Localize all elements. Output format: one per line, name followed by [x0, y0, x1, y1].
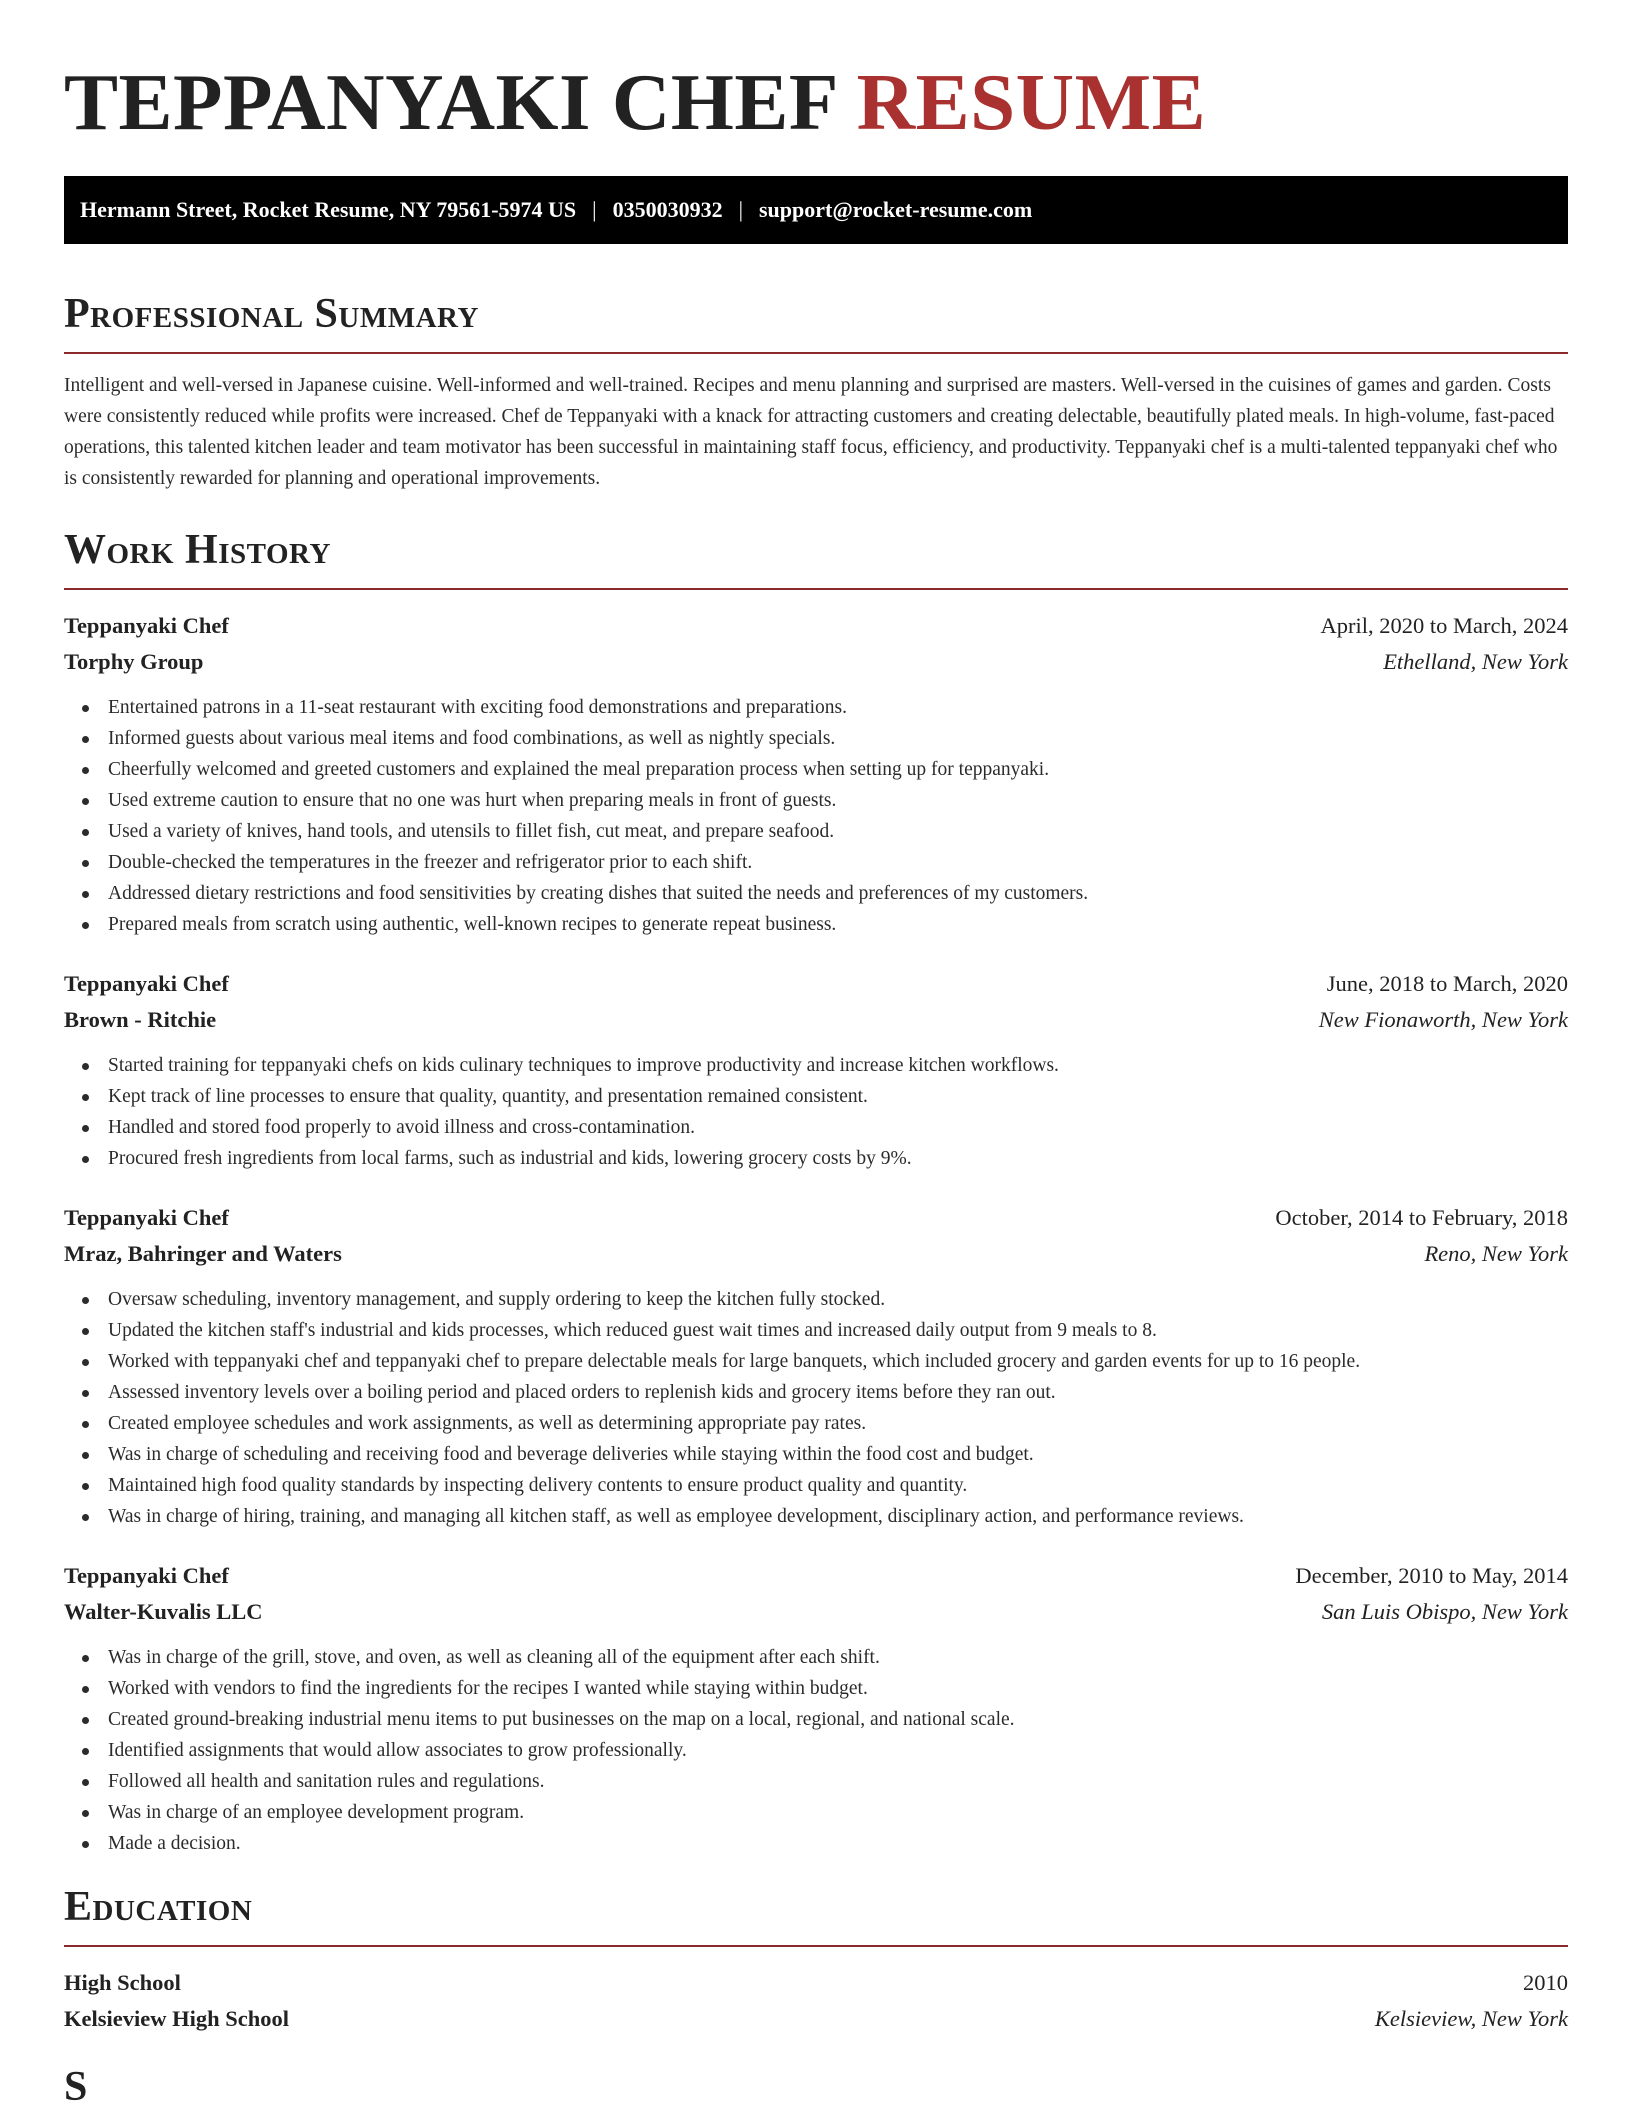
job-bullet-list [64, 692, 1568, 940]
job-row-title [64, 1558, 1568, 1594]
job-bullet: Procured fresh ingredients from local farms, such as industrial and kids, lowering grocery costs by 9%. [82, 1143, 1568, 1174]
education-row-school [64, 2001, 1568, 2037]
job-row-company [64, 1236, 1568, 1272]
job-location: New Fionaworth, New York [1318, 1007, 1568, 1032]
job-title: Teppanyaki Chef [64, 613, 229, 638]
next-section [64, 2063, 1568, 2111]
job-bullet-list [64, 1642, 1568, 1859]
job-bullet-list [64, 1284, 1568, 1532]
contact-separator: | [592, 197, 597, 222]
job-bullet: Kept track of line processes to ensure that quality, quantity, and presentation remained consistent. [82, 1081, 1568, 1112]
job-bullet: Worked with vendors to find the ingredients for the recipes I wanted while staying within budget. [82, 1673, 1568, 1704]
job-entry [64, 608, 1568, 940]
job-bullet: Made a decision. [82, 1828, 1568, 1859]
job-bullet: Oversaw scheduling, inventory management, and supply ordering to keep the kitchen fully stocked. [82, 1284, 1568, 1315]
job-bullet: Updated the kitchen staff's industrial and kids processes, which reduced guest wait times and increased daily output from 9 meals to 8. [82, 1315, 1568, 1346]
job-dates: December, 2010 to May, 2014 [1295, 1563, 1568, 1588]
job-bullet: Created employee schedules and work assignments, as well as determining appropriate pay rates. [82, 1408, 1568, 1439]
education-school: Kelsieview High School [64, 2006, 289, 2031]
job-bullet: Assessed inventory levels over a boiling period and placed orders to replenish kids and grocery items before they ran out. [82, 1377, 1568, 1408]
job-company: Torphy Group [64, 649, 204, 674]
education-year: 2010 [1523, 1970, 1568, 1995]
job-location: Reno, New York [1424, 1241, 1568, 1266]
job-entry [64, 966, 1568, 1174]
job-row-company [64, 1594, 1568, 1630]
job-bullet-list [64, 1050, 1568, 1174]
work-history-section [64, 526, 1568, 1859]
job-row-company [64, 1002, 1568, 1038]
title-accent: RESUME [856, 57, 1207, 147]
section-heading-education: Education [64, 1884, 253, 1930]
job-row-title [64, 1200, 1568, 1236]
job-entry [64, 1200, 1568, 1532]
contact-separator: | [738, 197, 743, 222]
contact-address: Hermann Street, Rocket Resume, NY 79561-5974 US [80, 197, 577, 222]
job-bullet: Prepared meals from scratch using authentic, well-known recipes to generate repeat business. [82, 909, 1568, 940]
job-title: Teppanyaki Chef [64, 1205, 229, 1230]
job-bullet: Started training for teppanyaki chefs on kids culinary techniques to improve productivity and increase kitchen workflows. [82, 1050, 1568, 1081]
job-company: Mraz, Bahringer and Waters [64, 1241, 342, 1266]
job-bullet: Created ground-breaking industrial menu items to put businesses on the map on a local, regional, and national scale. [82, 1704, 1568, 1735]
job-bullet: Was in charge of scheduling and receiving food and beverage deliveries while staying within the food cost and budget. [82, 1439, 1568, 1470]
section-heading-summary: Professional Summary [64, 291, 479, 337]
job-bullet: Entertained patrons in a 11-seat restaurant with exciting food demonstrations and preparations. [82, 692, 1568, 723]
job-company: Walter-Kuvalis LLC [64, 1599, 263, 1624]
title-main: TEPPANYAKI CHEF [64, 57, 857, 147]
section-divider [64, 1945, 1568, 1947]
job-location: San Luis Obispo, New York [1321, 1599, 1568, 1624]
job-bullet: Used extreme caution to ensure that no one was hurt when preparing meals in front of guests. [82, 785, 1568, 816]
section-divider [64, 588, 1568, 590]
job-bullet: Identified assignments that would allow associates to grow professionally. [82, 1735, 1568, 1766]
job-bullet: Was in charge of the grill, stove, and oven, as well as cleaning all of the equipment after each shift. [82, 1642, 1568, 1673]
education-row-degree [64, 1965, 1568, 2001]
job-bullet: Used a variety of knives, hand tools, and utensils to fillet fish, cut meat, and prepare seafood. [82, 816, 1568, 847]
job-bullet: Was in charge of hiring, training, and managing all kitchen staff, as well as employee development, disciplinary action, and performance reviews. [82, 1501, 1568, 1532]
job-row-title [64, 966, 1568, 1002]
job-entry [64, 1558, 1568, 1859]
summary-section [64, 290, 1568, 494]
job-bullet: Informed guests about various meal items and food combinations, as well as nightly specials. [82, 723, 1568, 754]
job-bullet: Addressed dietary restrictions and food sensitivities by creating dishes that suited the needs and preferences of my customers. [82, 878, 1568, 909]
job-bullet: Followed all health and sanitation rules and regulations. [82, 1766, 1568, 1797]
education-degree: High School [64, 1970, 181, 1995]
job-bullet: Double-checked the temperatures in the freezer and refrigerator prior to each shift. [82, 847, 1568, 878]
contact-phone: 0350030932 [612, 197, 723, 222]
job-bullet: Worked with teppanyaki chef and teppanyaki chef to prepare delectable meals for large banquets, which included grocery and garden events for up to 16 people. [82, 1346, 1568, 1377]
job-location: Ethelland, New York [1383, 649, 1568, 674]
job-list [64, 608, 1568, 1859]
job-dates: April, 2020 to March, 2024 [1320, 613, 1568, 638]
summary-text: Intelligent and well-versed in Japanese cuisine. Well-informed and well-trained. Recipes and menu planning and surprised are masters. Well-versed in the cuisines of games and garden. Costs were consistently reduced while profits were increased. Chef de Teppanyaki with a knack for attracting customers and creating delectable, beautifully plated meals. In high-volume, fast-paced operations, this talented kitchen leader and team motivator has been successful in maintaining staff focus, efficiency, and productivity. Teppanyaki chef is a multi-talented teppanyaki chef who is consistently rewarded for planning and operational improvements. [64, 375, 1558, 489]
job-bullet: Handled and stored food properly to avoid illness and cross-contamination. [82, 1112, 1568, 1143]
job-title: Teppanyaki Chef [64, 1563, 229, 1588]
job-title: Teppanyaki Chef [64, 971, 229, 996]
education-location: Kelsieview, New York [1374, 2006, 1568, 2031]
job-dates: October, 2014 to February, 2018 [1275, 1205, 1568, 1230]
job-dates: June, 2018 to March, 2020 [1326, 971, 1568, 996]
job-company: Brown - Ritchie [64, 1007, 217, 1032]
job-bullet: Cheerfully welcomed and greeted customers and explained the meal preparation process when setting up for teppanyaki. [82, 754, 1568, 785]
job-row-title [64, 608, 1568, 644]
section-heading-next: S [64, 2064, 88, 2110]
contact-bar [64, 176, 1568, 244]
contact-email[interactable]: support@rocket-resume.com [758, 197, 1033, 222]
section-divider [64, 352, 1568, 354]
job-bullet: Was in charge of an employee development program. [82, 1797, 1568, 1828]
education-section [64, 1883, 1568, 2037]
education-entry [64, 1965, 1568, 2037]
job-bullet: Maintained high food quality standards by inspecting delivery contents to ensure product quality and quantity. [82, 1470, 1568, 1501]
section-heading-work-history: Work History [64, 527, 331, 573]
job-row-company [64, 644, 1568, 680]
resume-title [64, 52, 1568, 152]
